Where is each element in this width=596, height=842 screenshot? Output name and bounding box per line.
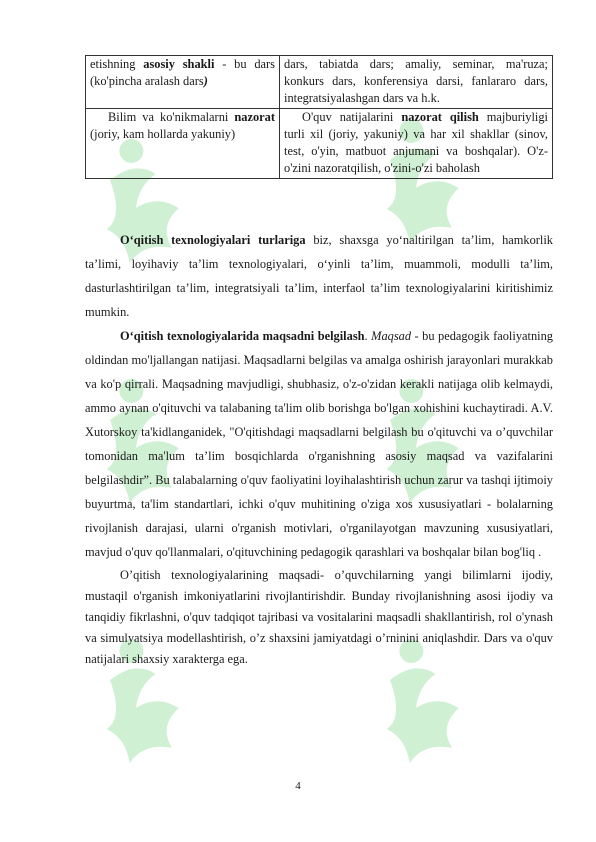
table-cell: dars, tabiatda dars; amaliy, seminar, ma'ruza; konkurs dars, konferensiya darsi, fanlararo dars, integratsiyalashgan dars va h.k. [280,56,553,109]
body-text [85,228,553,670]
table-row [86,109,553,179]
table-cell: O'quv natijalarini nazorat qilish majburiyligi turli xil (joriy, yakuniy) va har xil shakllar (sinov, test, o'yin, matbuot anjumani va boshqalar). O'z-o'zini nazoratqilish, o'zini-o'zi baholash [280,109,553,179]
paragraph: O‘qitish texnologiyalari turlariga biz, shaxsga yo‘naltirilgan ta’lim, hamkorlik ta’limi, loyihaviy ta’lim texnologiyalari, o‘yinli ta’lim, muammoli, modulli ta’lim, dasturlashtirilgan ta’lim, integratsiyali ta’lim, interfaol ta’lim texnologiyalarini kiritishimiz mumkin. [85,233,553,319]
table-cell: Bilim va ko'nikmalarni nazorat (joriy, kam hollarda yakuniy) [86,109,280,179]
paragraph: O’qitish texnologiyalarining maqsadi- o’quvchilarning yangi bilimlarni ijodiy, mustaqil o'rganish imkoniyatlarini rivojlantirishdir. Bunday rivojlanishning asosi ijodiy va tanqidiy fikrlashni, o'quv tadqiqot tajribasi va vositalarini maqsadli shakllantirish, rol o'ynash va simulyatsiya modellashtirish, o’z shaxsini jamiyatdagi o’rninini aniqlashdir. Dars va o'quv natijalari shaxsiy xarakterga ega. [85,568,553,666]
table-row [86,56,553,109]
comparison-table [85,55,553,179]
table-cell: etishning asosiy shakli - bu dars (ko'pincha aralash dars) [86,56,280,109]
page-number: 4 [295,780,301,792]
paragraph: O‘qitish texnologiyalarida maqsadni belgilash. Maqsad - bu pedagogik faoliyatning oldindan mo'ljallangan natijasi. Maqsadlarni belgilas va amalga oshirish jarayonlari murakkab va ko'p qirrali. Maqsadning mavjudligi, shubhasiz, o'z-o'zidan kerakli natijaga olib kelmaydi, ammo aynan o'qituvchi va talabaning ta'lim olib borishga bo'lgan xohishini kuchaytiradi. A.V. Xutorskoy ta'kidlanganidek, "O'qitishdagi maqsadlarni belgilash bu o'qituvchi va o’quvchilar tomonidan ma'lum ta’lim bosqichlarda o'rganishning asosiy maqsad va vazifalarini belgilashdir”. Bu talabalarning o'quv faoliyatini loyihalashtirish uchun zarur va tashqi ijtimoiy buyurtma, ta'lim standartlari, ichki o'quv muhitining o'ziga xos xususiyatlari - bolalarning rivojlanish darajasi, ularni o'rganish motivlari, o'rganilayotgan mavzuning xususiyatlari, mavjud o'quv qo'llanmalari, o'qituvchining pedagogik qarashlari va boshqalar bilan bog'liq . [85,329,553,559]
